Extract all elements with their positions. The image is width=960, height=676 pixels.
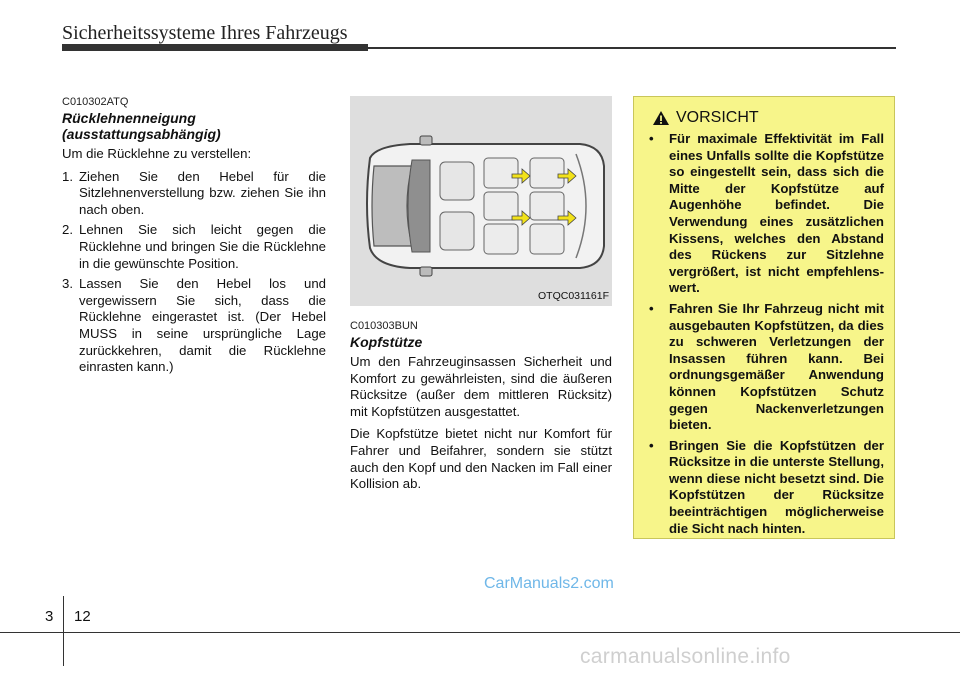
step-item (62, 276, 326, 376)
step-number: 3. (62, 276, 73, 292)
footer-divider (63, 596, 64, 666)
footer-page-number: 12 (74, 608, 91, 625)
watermark-link[interactable]: CarManuals2.com (484, 575, 614, 592)
paragraph: Um den Fahrzeuginsassen Sicherheit und Komfort zu gewährleisten, sind die äußeren Rücksitze (außer dem mittleren Rücksitz) mit Kopfstützen ausgestattet. (350, 354, 612, 419)
bullet-icon: • (649, 437, 654, 453)
figure-code: OTQC031161F (537, 290, 609, 302)
caution-item (645, 301, 884, 434)
caution-item-text: Fahren Sie Ihr Fahrzeug nicht mit ausgebauten Kopfstützen, da dies zu schweren Verletzungen der Insassen führen kann. Bei ordnungsgemäßer Anwendung können Kopfstützen Schutz gegen Nackenverletzungen bieten. (669, 300, 884, 433)
step-number: 2. (62, 222, 73, 238)
caution-box (633, 96, 895, 539)
bullet-icon: • (649, 131, 654, 146)
steps-list (62, 169, 326, 376)
caution-item (645, 131, 884, 297)
step-number: 1. (62, 168, 73, 184)
section-headrest (350, 96, 612, 499)
step-text: Ziehen Sie den Hebel für die Sitzlehnenverstellung bzw. ziehen Sie ihn nach oben. (79, 168, 326, 217)
section-intro: Um die Rücklehne zu verstellen: (62, 146, 252, 161)
caution-title: VORSICHT (676, 109, 759, 126)
section-title-line2: (ausstattungsabhängig) (62, 126, 221, 142)
caution-item-text: Für maximale Effektivität im Fall eines Unfalls sollte die Kopfstütze so eingestellt sein, dass sich die Mitte der Kopfstütze auf Augenhöhe befindet. Die Verwendung eines zusätzlichen Kissens, welches den Abstand des Rückens zur Sitzlehne vergrößert, ist nicht empfehlens-wert. (669, 131, 884, 296)
footer-site-link[interactable]: carmanualsonline.info (580, 645, 791, 668)
header-rule-accent (62, 44, 368, 51)
caution-list (645, 131, 884, 537)
section-title-line1: Rücklehnenneigung (62, 110, 196, 126)
footer-section-number: 3 (45, 608, 54, 625)
step-text: Lassen Sie den Hebel los und vergewissern Sie sich, dass die Rücklehne eingerastet ist. (Der Hebel MUSS in seine ursprüngliche Lage zurückkehren, damit die Rücklehne einrasten kann.) (79, 276, 326, 375)
car-topview-icon (350, 96, 612, 306)
bullet-icon: • (649, 300, 654, 316)
step-item (62, 222, 326, 272)
section-code: C010303BUN (350, 320, 418, 332)
footer-rule (0, 632, 960, 633)
paragraph: Die Kopfstütze bietet nicht nur Komfort für Fahrer und Beifahrer, sondern sie stützt auch den Kopf und den Nacken im Fall einer Kollision ab. (350, 426, 612, 492)
section-code: C010302ATQ (62, 96, 129, 108)
caution-header (645, 109, 884, 127)
warning-triangle-icon (652, 110, 670, 126)
section-title (62, 110, 326, 142)
section-title: Kopfstütze (350, 334, 423, 350)
vehicle-seat-illustration (350, 96, 612, 306)
page-header-title: Sicherheitssysteme Ihres Fahrzeugs (62, 22, 348, 44)
section-recline (62, 96, 326, 380)
caution-item (645, 438, 884, 538)
step-text: Lehnen Sie sich leicht gegen die Rücklehne und bringen Sie die Rücklehne in die gewünschte Position. (79, 222, 326, 271)
step-item (62, 169, 326, 219)
caution-item-text: Bringen Sie die Kopfstützen der Rücksitze in die unterste Stellung, wenn diese nicht besetzt sind. Die Kopfstützen der Rücksitze beeinträchtigen möglicherweise die Sicht nach hinten. (669, 437, 884, 536)
